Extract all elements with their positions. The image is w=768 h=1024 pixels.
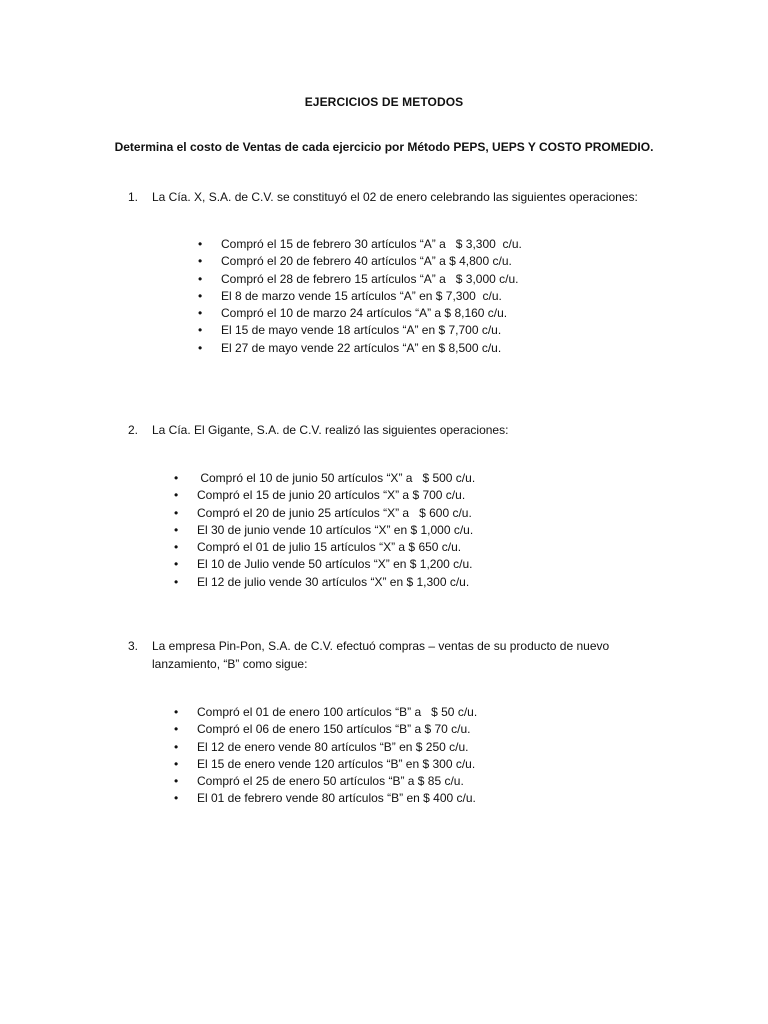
bullet-icon: • — [174, 540, 179, 555]
exercise-heading — [128, 637, 648, 673]
exercise-3-items — [174, 704, 478, 808]
exercise-number: 1. — [128, 190, 139, 204]
exercise-2-items — [174, 470, 476, 591]
list-item — [198, 340, 522, 357]
list-item — [198, 271, 522, 288]
list-item-text: Compró el 20 de junio 25 artículos “X” a $ 600 c/u. — [197, 505, 472, 520]
bullet-icon: • — [198, 271, 203, 286]
list-item — [174, 539, 475, 556]
list-item — [174, 773, 477, 790]
list-item — [174, 470, 476, 487]
bullet-icon: • — [174, 705, 179, 719]
list-item-text: El 01 de febrero vende 80 artículos “B” en $ 400 c/u. — [197, 791, 476, 806]
exercise-number: 2. — [128, 423, 139, 437]
list-item-text: El 12 de enero vende 80 artículos “B” en $ 250 c/u. — [197, 739, 469, 754]
list-item-text: El 8 de marzo vende 15 artículos “A” en $ 7,300 c/u. — [221, 288, 502, 303]
list-item — [174, 756, 477, 773]
bullet-icon: • — [174, 557, 179, 572]
exercise-heading — [128, 188, 648, 206]
bullet-icon: • — [198, 237, 203, 251]
bullet-icon: • — [174, 756, 179, 771]
exercise-1 — [128, 188, 648, 206]
bullet-icon: • — [198, 254, 203, 269]
list-item — [198, 236, 522, 253]
list-item — [174, 739, 477, 756]
list-item — [174, 487, 475, 504]
list-item-text: Compró el 10 de marzo 24 artículos “A” a $ 8,160 c/u. — [221, 306, 508, 321]
document-title: EJERCICIOS DE METODOS — [304, 95, 464, 109]
list-item-text: El 27 de mayo vende 22 artículos “A” en $ 8,500 c/u. — [221, 340, 502, 355]
bullet-icon: • — [174, 574, 179, 589]
bullet-icon: • — [174, 739, 179, 754]
list-item-text: Compró el 28 de febrero 15 artículos “A” a $ 3,000 c/u. — [221, 271, 519, 286]
list-item-text: Compró el 10 de junio 50 artículos “X” a $ 500 c/u. — [197, 471, 476, 485]
exercise-heading-text: La empresa Pin-Pon, S.A. de C.V. efectuó compras – ventas de su producto de nuevo lanzamiento, “B” como sigue: — [152, 639, 610, 671]
exercise-3 — [128, 637, 648, 673]
list-item — [198, 253, 522, 270]
bullet-icon: • — [198, 306, 203, 321]
document-instruction: Determina el costo de Ventas de cada ejercicio por Método PEPS, UEPS Y COSTO PROMEDIO. — [114, 140, 654, 154]
bullet-icon: • — [174, 505, 179, 520]
bullet-icon: • — [174, 471, 179, 485]
list-item-text: El 15 de mayo vende 18 artículos “A” en $ 7,700 c/u. — [221, 323, 502, 338]
list-item — [174, 522, 475, 539]
exercise-2 — [128, 421, 648, 439]
list-item-text: El 30 de junio vende 10 artículos “X” en $ 1,000 c/u. — [197, 522, 474, 537]
list-item — [174, 505, 475, 522]
list-item — [174, 721, 477, 738]
list-item-text: Compró el 20 de febrero 40 artículos “A” a $ 4,800 c/u. — [221, 254, 512, 269]
bullet-icon: • — [174, 488, 179, 503]
exercise-heading-text: La Cía. X, S.A. de C.V. se constituyó el 02 de enero celebrando las siguientes operaciones: — [152, 190, 638, 204]
list-item-text: Compró el 15 de febrero 30 artículos “A” a $ 3,300 c/u. — [221, 237, 522, 251]
bullet-icon: • — [174, 522, 179, 537]
list-item — [174, 790, 477, 807]
bullet-icon: • — [198, 340, 203, 355]
list-item — [198, 288, 522, 305]
list-item — [198, 305, 522, 322]
list-item-text: Compró el 25 de enero 50 artículos “B” a $ 85 c/u. — [197, 774, 464, 789]
list-item — [198, 322, 522, 339]
list-item — [174, 574, 475, 591]
list-item-text: El 15 de enero vende 120 artículos “B” en $ 300 c/u. — [197, 756, 476, 771]
bullet-icon: • — [174, 791, 179, 806]
bullet-icon: • — [174, 722, 179, 737]
exercise-1-items — [198, 236, 522, 357]
exercise-number: 3. — [128, 639, 139, 653]
list-item-text: Compró el 15 de junio 20 artículos “X” a $ 700 c/u. — [197, 488, 466, 503]
exercise-heading-text: La Cía. El Gigante, S.A. de C.V. realizó las siguientes operaciones: — [152, 423, 509, 437]
bullet-icon: • — [198, 288, 203, 303]
list-item-text: Compró el 06 de enero 150 artículos “B” a $ 70 c/u. — [197, 722, 471, 737]
list-item-text: El 12 de julio vende 30 artículos “X” en $ 1,300 c/u. — [197, 574, 470, 589]
list-item-text: Compró el 01 de julio 15 artículos “X” a $ 650 c/u. — [197, 540, 462, 555]
bullet-icon: • — [174, 774, 179, 789]
list-item-text: Compró el 01 de enero 100 artículos “B” a $ 50 c/u. — [197, 705, 478, 719]
exercise-heading — [128, 421, 648, 439]
list-item — [174, 556, 475, 573]
list-item-text: El 10 de Julio vende 50 artículos “X” en $ 1,200 c/u. — [197, 557, 473, 572]
list-item — [174, 704, 478, 721]
bullet-icon: • — [198, 323, 203, 338]
